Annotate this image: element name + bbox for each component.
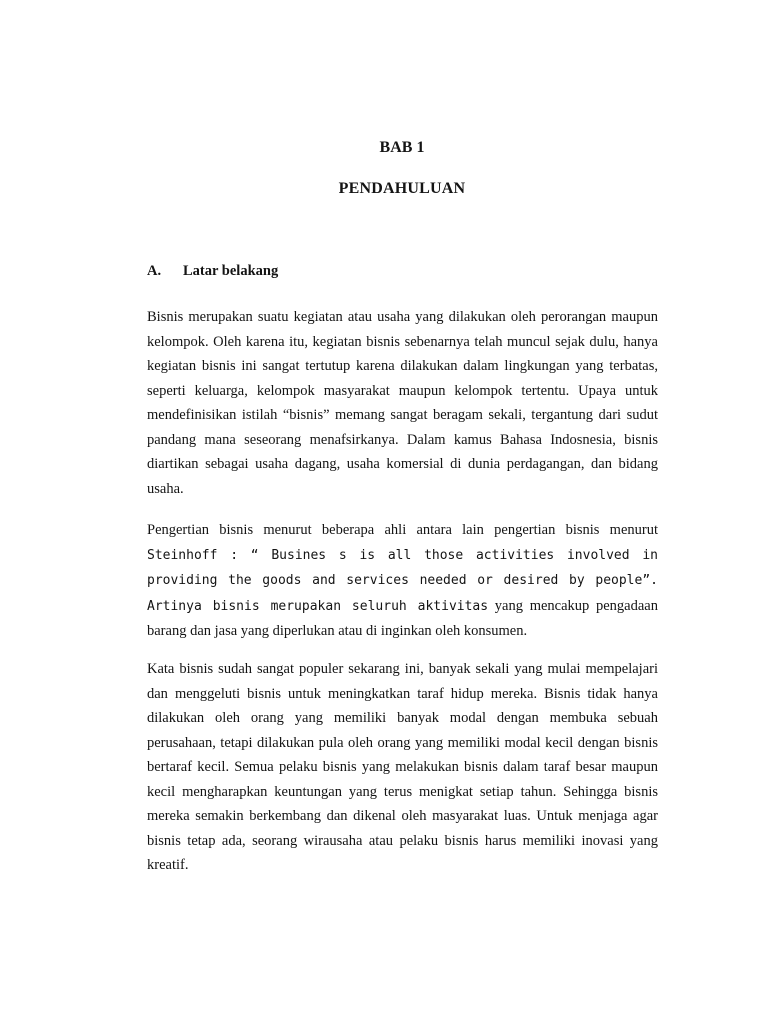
paragraph-2 — [147, 518, 658, 644]
paragraph-1: Bisnis merupakan suatu kegiatan atau usaha yang dilakukan oleh perorangan maupun kelompok. Oleh karena itu, kegiatan bisnis sebenarnya telah muncul sejak dulu, hanya kegiatan bisnis ini sangat tertutup karena dilakukan dalam lingkungan yang terbatas, seperti keluarga, kelompok masyarakat maupun kelompok tertentu. Upaya untuk mendefinisikan istilah “bisnis” memang sangat beragam sekali, tergantung dari sudut pandang mana seseorang menafsirkanya. Dalam kamus Bahasa Indosnesia, bisnis diartikan sebagai usaha dagang, usaha komersial di dunia perdagangan, dan bidang usaha. — [147, 309, 658, 497]
chapter-title: PENDAHULUAN — [338, 180, 466, 197]
paragraph-2-intro: Pengertian bisnis menurut beberapa ahli antara lain pengertian bisnis menurut — [147, 522, 658, 538]
section-title: Latar belakang — [183, 263, 279, 279]
paragraph-2-quote: Steinhoff : “ Busines s is all those activities involved in providing the goods and services needed or desired by people”. Artinya bisnis merupakan seluruh aktivitas — [147, 547, 658, 614]
paragraph-2-rest: yang mencakup pengadaan barang dan jasa yang diperlukan atau di inginkan oleh konsumen. — [147, 597, 658, 639]
section-heading — [147, 262, 278, 280]
section-letter: A. — [147, 263, 162, 279]
paragraph-3: Kata bisnis sudah sangat populer sekarang ini, banyak sekali yang mulai mempelajari dan menggeluti bisnis untuk meningkatkan taraf hidup mereka. Bisnis tidak hanya dilakukan oleh orang yang memiliki banyak modal dengan membuka sebuah perusahaan, tetapi dilakukan pula oleh orang yang memiliki modal kecil dengan bisnis bertaraf kecil. Semua pelaku bisnis yang melakukan bisnis dalam taraf besar maupun kecil mengharapkan keuntungan yang terus menigkat setiap tahun. Sehingga bisnis mereka semakin berkembang dan dikenal oleh masyarakat luas. Untuk menjaga agar bisnis tetap ada, seorang wirausaha atau pelaku bisnis harus memiliki inovasi yang kreatif. — [147, 661, 658, 873]
chapter-number: BAB 1 — [379, 139, 425, 156]
